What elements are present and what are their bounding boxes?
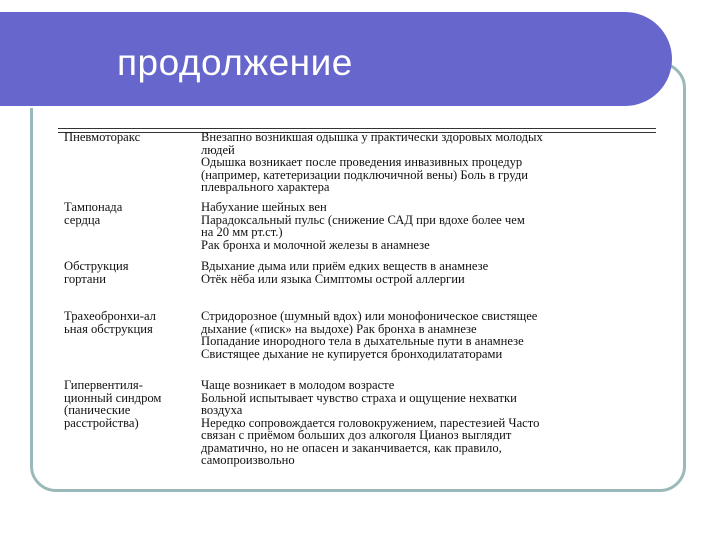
condition-name: Обструкция гортани	[64, 259, 129, 286]
table-top-rule	[58, 128, 656, 129]
condition-name: Тампонада сердца	[64, 200, 123, 227]
condition-description: Стридорозное (шумный вдох) или монофоническое свистящее дыхание («писк» на выдохе) Рак бронха в анамнезе Попадание инородного тела в дыхательные пути в анамнезе Свистящее дыхание не купируется бронходилататорами	[201, 309, 538, 361]
condition-description: Чаще возникает в молодом возрасте Больной испытывает чувство страха и ощущение нехватки воздуха Нередко сопровождается головокружением, парестезией Часто связан с приёмом больших доз алкоголя Цианоз выглядит драматично, но не опасен и заканчивается, как правило, самопроизвольно	[201, 378, 540, 467]
slide-title: продолжение	[117, 42, 353, 83]
condition-description: Набухание шейных вен Парадоксальный пульс (снижение САД при вдохе более чем на 20 мм рт.ст.) Рак бронха и молочной железы в анамнезе	[201, 200, 525, 252]
condition-description: Внезапно возникшая одышка у практически здоровых молодых людей Одышка возникает после проведения инвазивных процедур (например, катетеризации подключичной вены) Боль в груди плеврального характера	[201, 130, 543, 194]
title-underline	[30, 106, 636, 108]
condition-description: Вдыхание дыма или приём едких веществ в анамнезе Отёк нёба или языка Симптомы острой аллергии	[201, 259, 489, 286]
condition-name: Гипервентиля- ционный синдром (панические расстройства)	[64, 378, 162, 430]
condition-name: Трахеобронхи-ал ьная обструкция	[64, 309, 156, 336]
title-bar	[0, 12, 672, 106]
condition-name: Пневмоторакс	[64, 130, 141, 144]
